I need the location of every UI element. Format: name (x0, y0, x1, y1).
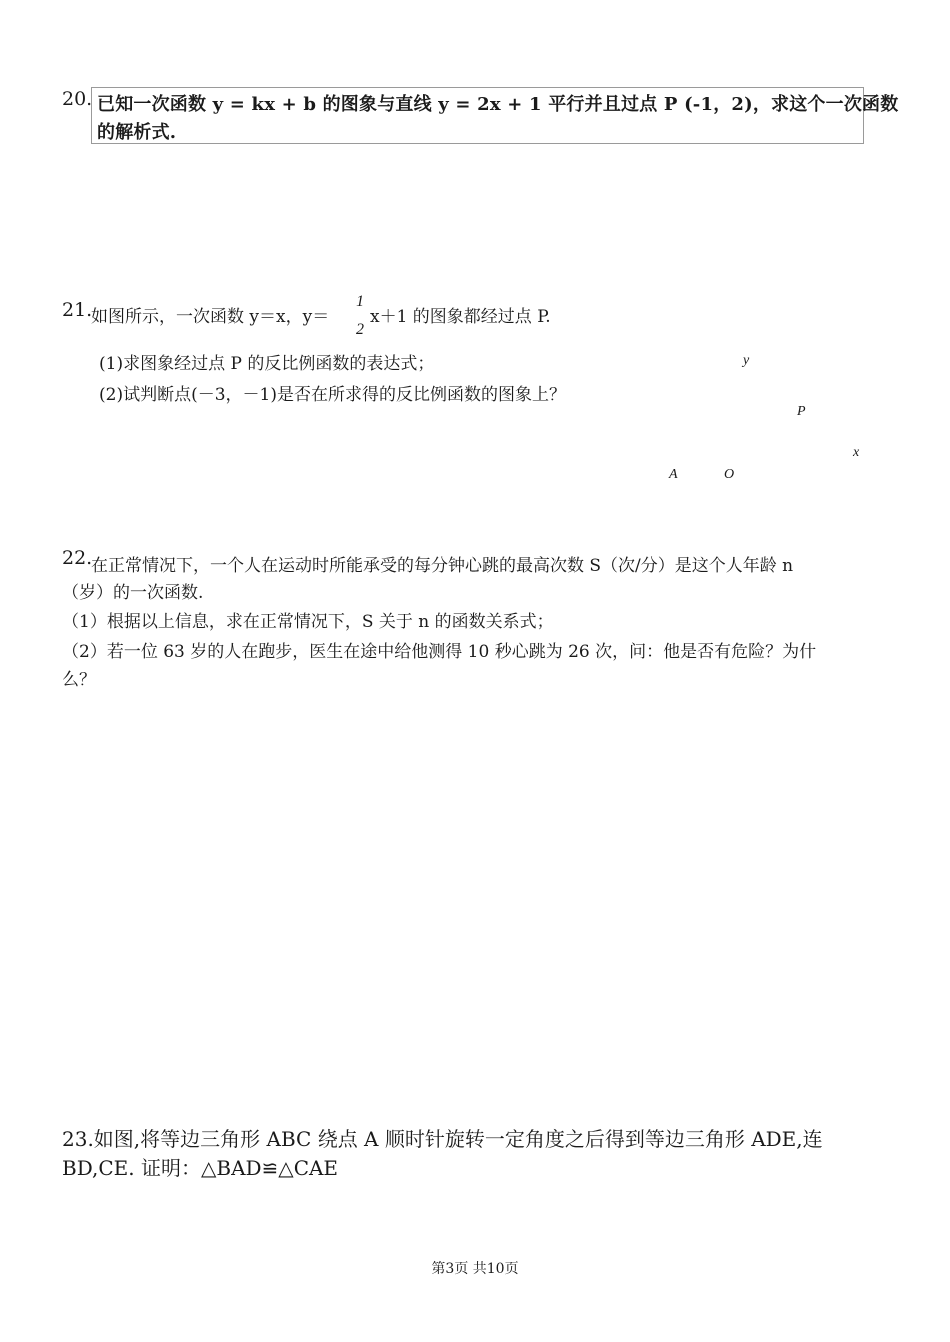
q23-line2: BD,CE. 证明：△BAD≌△CAE (62, 1156, 339, 1180)
figure-label-a: A (669, 467, 678, 482)
q21-fraction-numerator: 1 (356, 293, 364, 310)
q23-line1: 23.如图,将等边三角形 ABC 绕点 A 顺时针旋转一定角度之后得到等边三角形 ADE,连 (62, 1127, 823, 1151)
q20-line1: 已知一次函数 y = kx + b 的图象与直线 y = 2x + 1 平行并且过点 P (-1，2)，求这个一次函数 (97, 94, 899, 115)
page-footer: 第3页 共10页 (431, 1261, 519, 1277)
q22-line4: （2）若一位 63 岁的人在跑步，医生在途中给他测得 10 秒心跳为 26 次，问：他是否有危险？为什 (62, 642, 817, 662)
q21-text-end: x＋1 的图象都经过点 P. (370, 307, 551, 327)
q21-subquestion-1: (1)求图象经过点 P 的反比例函数的表达式； (99, 354, 435, 374)
q21-subquestion-2: (2)试判断点(－3，－1)是否在所求得的反比例函数的图象上？ (99, 385, 566, 405)
q22-line5: 么？ (62, 670, 96, 690)
q21-text-start: 如图所示，一次函数 y＝x，y＝ (91, 307, 330, 327)
q20-line2: 的解析式. (97, 122, 177, 143)
q22-number: 22. (62, 547, 93, 569)
figure-label-o: O (724, 467, 735, 482)
figure-label-y: y (743, 353, 750, 368)
q22-line1: 在正常情况下，一个人在运动时所能承受的每分钟心跳的最高次数 S（次/分）是这个人年龄 n (91, 556, 794, 576)
q22-line3: （1）根据以上信息，求在正常情况下，S 关于 n 的函数关系式； (62, 612, 554, 632)
figure-label-p: P (797, 404, 806, 419)
q21-number: 21. (62, 299, 93, 321)
q22-line2: （岁）的一次函数. (62, 583, 204, 603)
q21-fraction-denominator: 2 (356, 321, 364, 338)
q20-number: 20. (62, 88, 93, 110)
figure-label-x: x (853, 445, 860, 460)
